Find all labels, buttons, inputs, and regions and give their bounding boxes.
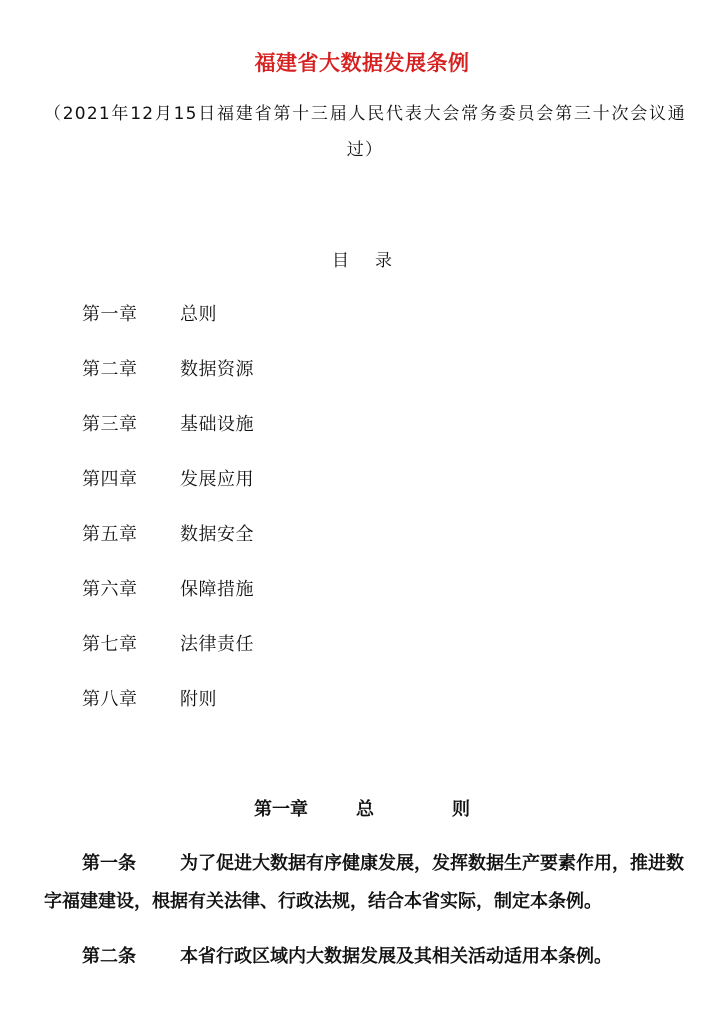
article-text: 本省行政区域内大数据发展及其相关活动适用本条例。: [180, 946, 612, 967]
toc-chapter-name: 基础设施: [180, 414, 254, 435]
chapter-title-part: 总: [356, 799, 374, 820]
article-label: 第一条: [82, 853, 136, 874]
article-label: 第二条: [82, 946, 136, 967]
toc-chapter-number: 第六章: [82, 579, 138, 600]
toc-chapter-number: 第四章: [82, 469, 138, 490]
toc-chapter-name: 保障措施: [180, 579, 254, 600]
table-of-contents: [82, 302, 254, 742]
toc-chapter-name: 数据安全: [180, 524, 254, 545]
toc-item: [82, 302, 254, 357]
toc-chapter-number: 第七章: [82, 634, 138, 655]
toc-chapter-name: 法律责任: [180, 634, 254, 655]
toc-item: [82, 577, 254, 632]
toc-chapter-name: 发展应用: [180, 469, 254, 490]
article-text: 为了促进大数据有序健康发展，发挥数据生产要素作用，推进数字福建建设，根据有关法律、行政法规，结合本省实际，制定本条例。: [44, 853, 684, 912]
toc-item: [82, 357, 254, 412]
toc-chapter-name: 数据资源: [180, 359, 254, 380]
toc-chapter-name: 总则: [180, 304, 217, 325]
toc-item: [82, 522, 254, 577]
toc-item: [82, 687, 254, 742]
chapter-title-part: 则: [452, 799, 470, 820]
chapter-heading: [254, 797, 470, 823]
toc-chapter-number: 第三章: [82, 414, 138, 435]
toc-chapter-name: 附则: [180, 689, 217, 710]
toc-item: [82, 632, 254, 687]
toc-item: [82, 467, 254, 522]
document-title: 福建省大数据发展条例: [254, 51, 470, 75]
chapter-number: 第一章: [254, 799, 308, 820]
toc-heading: 目录: [332, 251, 418, 271]
toc-chapter-number: 第二章: [82, 359, 138, 380]
toc-chapter-number: 第一章: [82, 304, 138, 325]
toc-chapter-number: 第五章: [82, 524, 138, 545]
toc-chapter-number: 第八章: [82, 689, 138, 710]
article: [44, 938, 684, 976]
adoption-note: （2021年12月15日福建省第十三届人民代表大会常务委员会第三十次会议通过）: [44, 104, 686, 160]
toc-item: [82, 412, 254, 467]
article: [44, 845, 684, 921]
